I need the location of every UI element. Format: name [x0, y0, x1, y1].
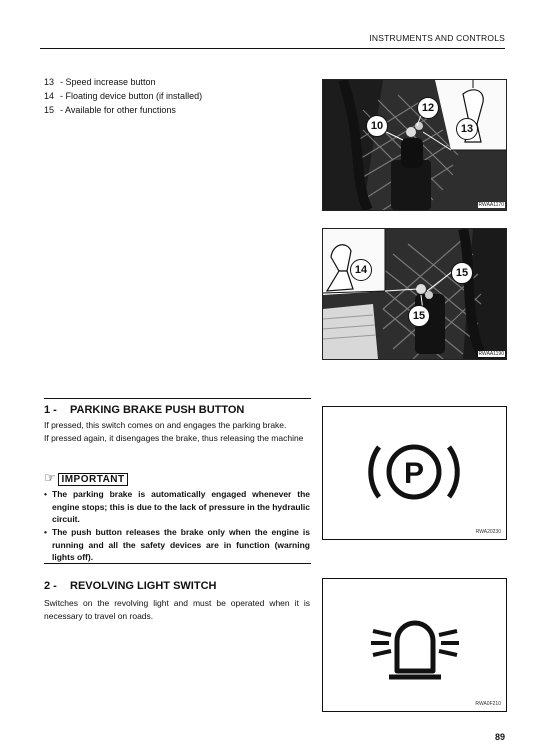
- legend-item: 13 - Speed increase button: [44, 77, 156, 87]
- section-body: If pressed, this switch comes on and engages the parking brake. If pressed again, it disengages the brake, thus releasing the machine: [44, 420, 304, 443]
- callout-15: 15: [451, 262, 473, 284]
- header-rule: [40, 48, 505, 49]
- section-title-parking-brake: 1 - PARKING BRAKE PUSH BUTTON: [44, 404, 245, 416]
- parking-brake-figure: [322, 406, 507, 540]
- legend-item: 14 - Floating device button (if installed): [44, 91, 203, 101]
- important-notice: ☞ IMPORTANT: [44, 470, 128, 486]
- important-bullet: • The parking brake is automatically engaged whenever the engine stops; this is due to the lack of pressure in the hydraulic circuit.: [44, 489, 310, 524]
- parking-brake-icon: [323, 407, 506, 539]
- callout-15: 15: [408, 305, 430, 327]
- pointing-hand-icon: ☞: [44, 470, 56, 485]
- callout-legend: [44, 75, 202, 117]
- important-bullet: • The push button releases the brake only when the engine is running and all the safety devices are in function (warning lights off).: [44, 527, 310, 562]
- callout-12: 12: [417, 97, 439, 119]
- figure-code: RWA0F210: [475, 701, 501, 707]
- callout-10: 10: [366, 115, 388, 137]
- revolving-light-icon: [323, 579, 506, 711]
- figure-code: RWA20230: [475, 529, 501, 535]
- section-body: Switches on the revolving light and must be operated when it is necessary to travel on roads.: [44, 598, 310, 621]
- joystick-photo-bottom: [322, 228, 507, 360]
- parking-symbol-letter: P: [403, 457, 425, 490]
- revolving-light-figure: [322, 578, 507, 712]
- callout-14: 14: [350, 259, 372, 281]
- section-title-revolving-light: 2 - REVOLVING LIGHT SWITCH: [44, 580, 217, 592]
- section-rule: [44, 563, 311, 564]
- photo-code: RWAA1190: [478, 351, 504, 357]
- running-header: INSTRUMENTS AND CONTROLS: [369, 33, 505, 43]
- section-rule: [44, 398, 311, 399]
- joystick-photo-top: [322, 79, 507, 211]
- photo-code: RWAA1170: [478, 202, 504, 208]
- callout-13: 13: [456, 118, 478, 140]
- legend-item: 15 - Available for other functions: [44, 105, 176, 115]
- page-number: 89: [494, 732, 505, 742]
